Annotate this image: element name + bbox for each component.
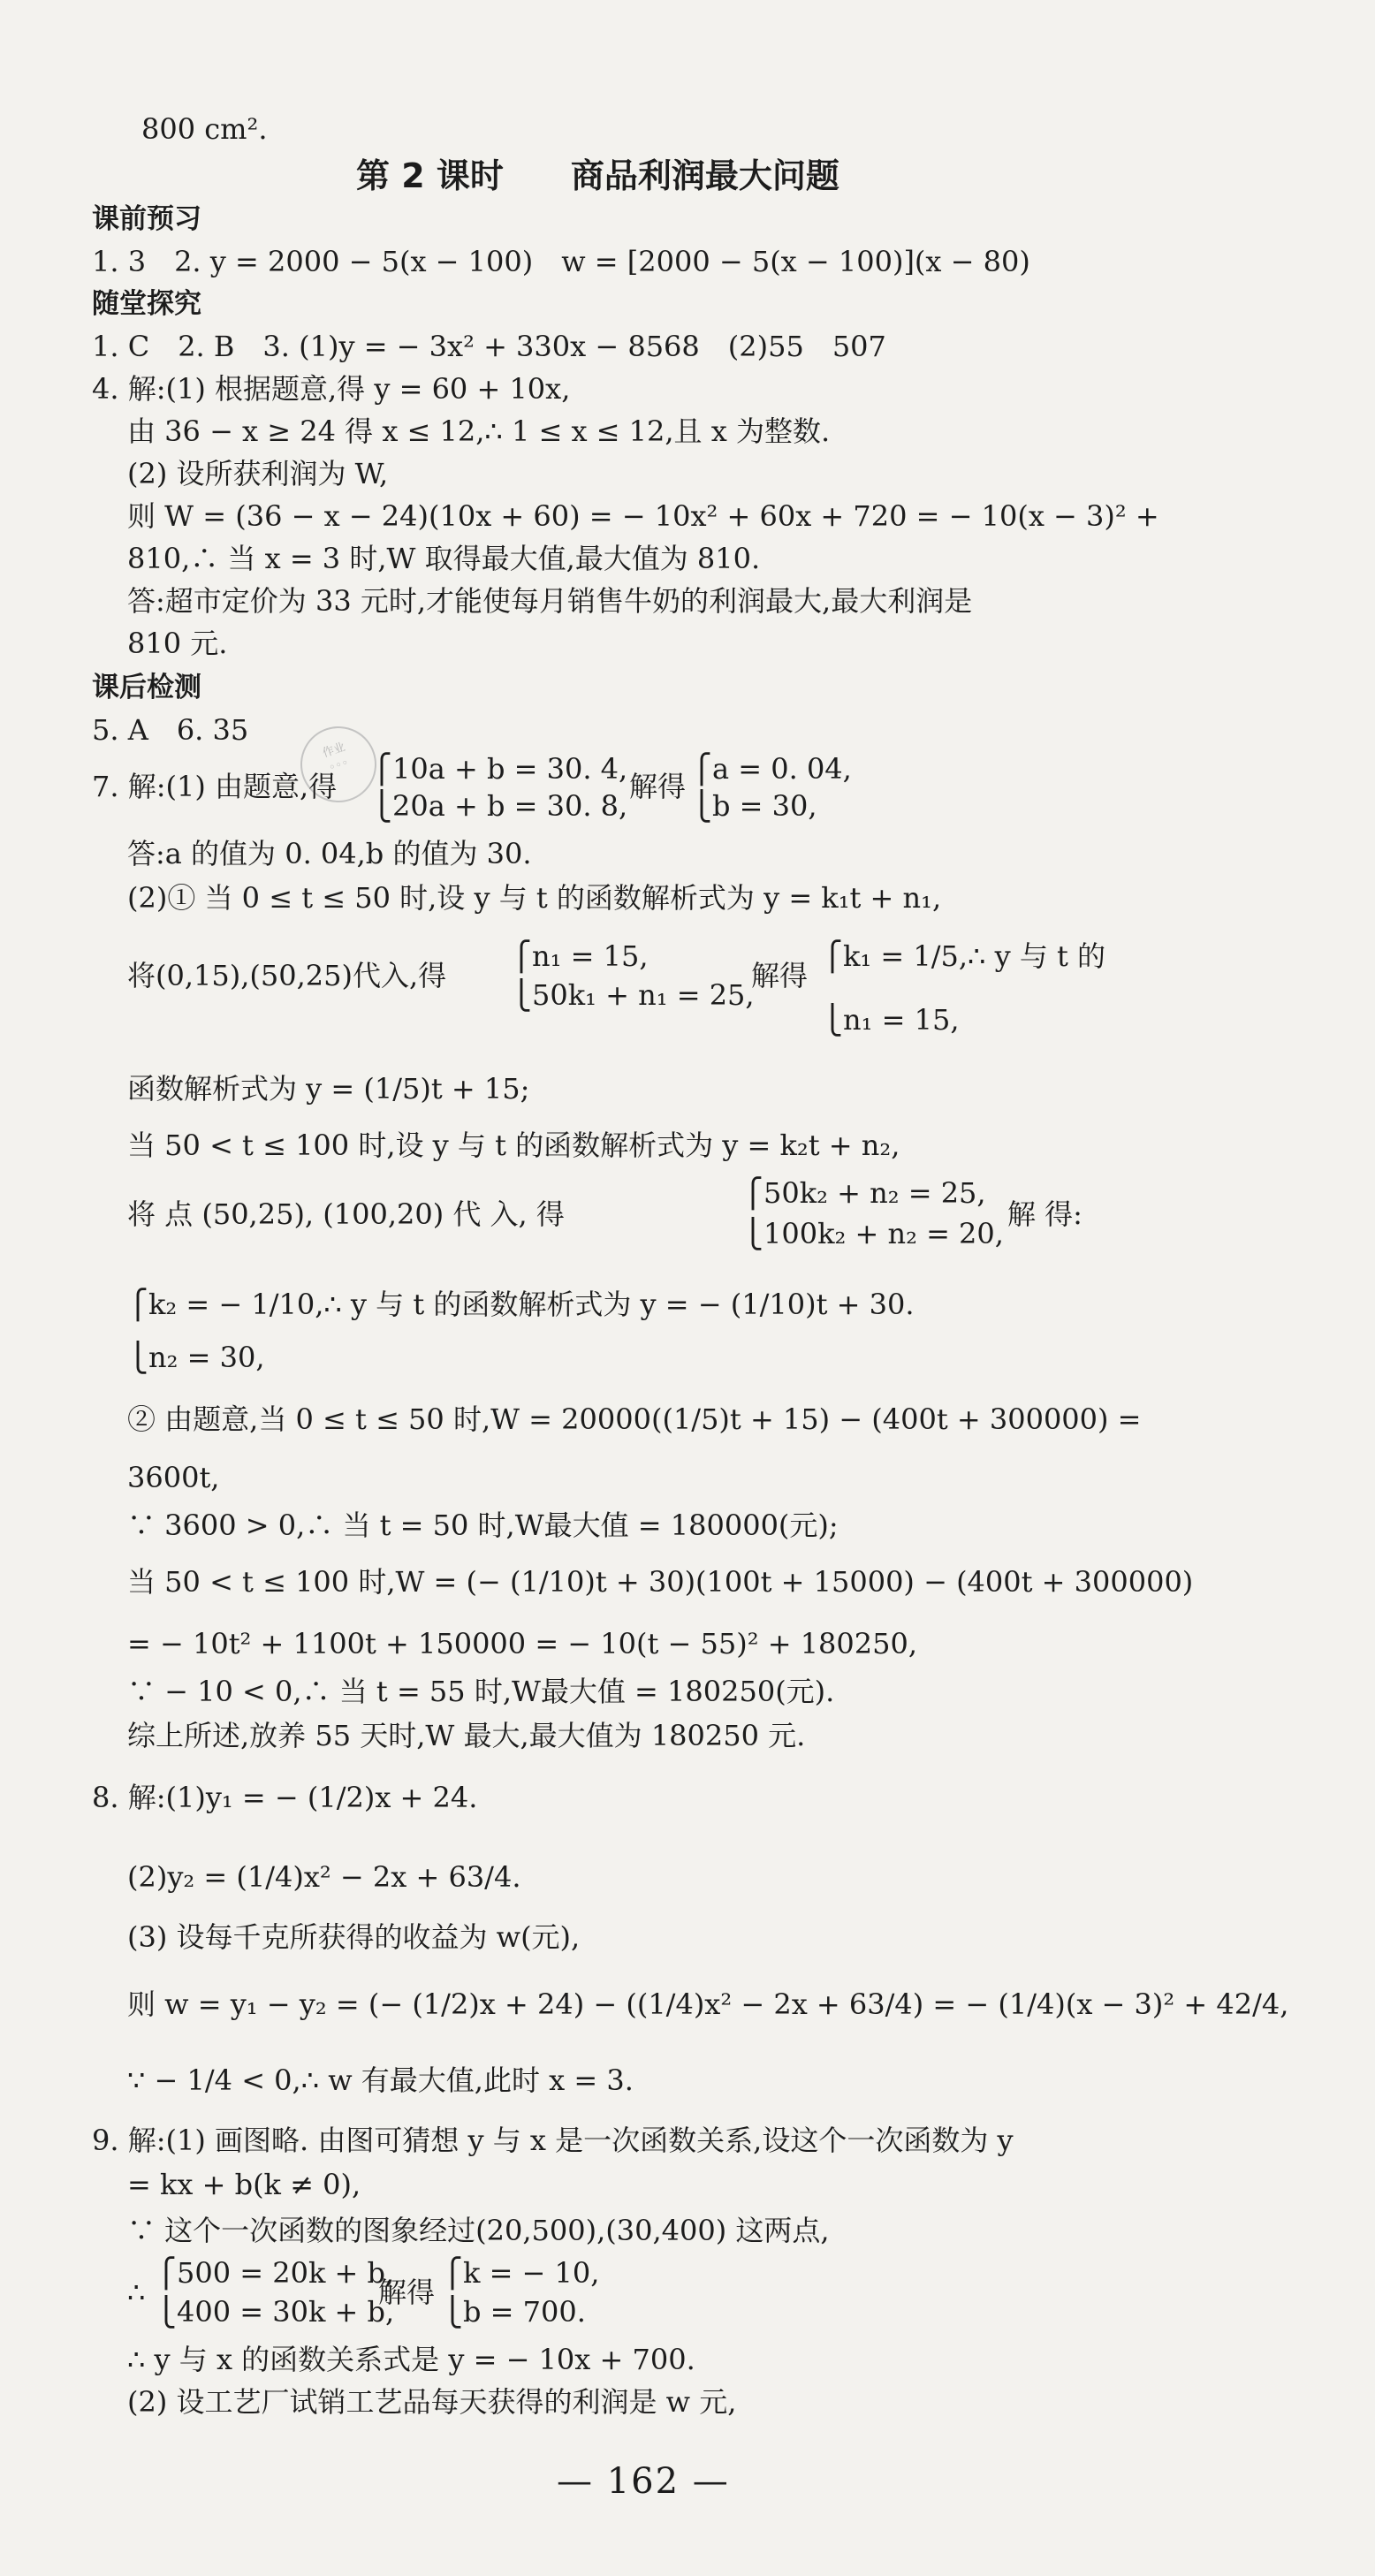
answer-line: ∴ [127,2276,146,2309]
answer-line: ∴ y 与 x 的函数关系式是 y = − 10x + 700. [127,2343,695,2376]
equation-system: ⎧k = − 10, [442,2256,600,2290]
answer-line: 4. 解:(1) 根据题意,得 y = 60 + 10x, [92,372,571,406]
answer-line: 解得 [378,2276,436,2309]
equation-system: ⎩20a + b = 30. 8, [371,789,628,823]
answer-line: = kx + b(k ≠ 0), [127,2168,361,2201]
equation-system: ⎧10a + b = 30. 4, [371,752,628,786]
equation-system: ⎧50k₂ + n₂ = 25, [742,1176,986,1210]
page-title: 第 2 课时 商品利润最大问题 [356,156,839,195]
answer-line: 解得 [751,959,809,992]
answer-line: 7. 解:(1) 由题意,得 [92,770,338,803]
answer-line: 810 元. [127,627,228,660]
answer-line: ∵ − 10 < 0,∴ 当 t = 55 时,W最大值 = 180250(元). [127,1675,835,1708]
answer-line: = − 10t² + 1100t + 150000 = − 10(t − 55)² + 180250, [127,1627,918,1660]
section-explore: 随堂探究 [92,288,201,320]
answer-line: 810,∴ 当 x = 3 时,W 取得最大值,最大值为 810. [127,542,761,575]
answer-line: 当 50 < t ≤ 100 时,W = (− (1/10)t + 30)(100t + 15000) − (400t + 300000) [127,1565,1194,1599]
equation-system: ⎩b = 30, [691,789,817,823]
answer-line: 由 36 − x ≥ 24 得 x ≤ 12,∴ 1 ≤ x ≤ 12,且 x 为整数. [127,414,831,448]
equation-system: ⎩b = 700. [442,2295,586,2329]
equation-system: ⎧a = 0. 04, [691,752,852,786]
answer-line: (3) 设每千克所获得的收益为 w(元), [127,1920,581,1954]
answer-line: 解 得: [1007,1197,1083,1231]
equation-system: ⎧k₁ = 1/5,∴ y 与 t 的 [822,939,1106,973]
equation-system: ⎩400 = 30k + b, [156,2295,395,2329]
answer-line: ② 由题意,当 0 ≤ t ≤ 50 时,W = 20000((1/5)t + 15) − (400t + 300000) = [127,1402,1142,1436]
section-preview: 课前预习 [92,203,201,235]
answer-line: 3600t, [127,1461,220,1494]
answer-line: (2)① 当 0 ≤ t ≤ 50 时,设 y 与 t 的函数解析式为 y = k₁t + n₁, [127,881,942,915]
answer-line: 5. A 6. 35 [92,713,249,747]
answer-line: 综上所述,放养 55 天时,W 最大,最大值为 180250 元. [127,1719,806,1752]
answer-line: ∵ 3600 > 0,∴ 当 t = 50 时,W最大值 = 180000(元); [127,1508,839,1542]
answer-line: 将(0,15),(50,25)代入,得 [127,959,447,992]
answer-line: ∵ 这个一次函数的图象经过(20,500),(30,400) 这两点, [127,2214,830,2247]
answer-line: (2)y₂ = (1/4)x² − 2x + 63/4. [127,1860,521,1894]
top-line: 800 cm². [141,112,268,146]
equation-system: ⎧k₂ = − 1/10,∴ y 与 t 的函数解析式为 y = − (1/10)t + 30. [127,1288,915,1321]
answer-line: 1. 3 2. y = 2000 − 5(x − 100) w = [2000 − 5(x − 100)](x − 80) [92,245,1030,278]
answer-line: 则 w = y₁ − y₂ = (− (1/2)x + 24) − ((1/4)x² − 2x + 63/4) = − (1/4)(x − 3)² + 42/4, [127,1987,1289,2021]
equation-system: ⎩n₁ = 15, [822,1003,960,1037]
answer-line: (2) 设工艺厂试销工艺品每天获得的利润是 w 元, [127,2385,737,2419]
answer-line: (2) 设所获利润为 W, [127,457,389,490]
answer-line: 9. 解:(1) 画图略. 由图可猜想 y 与 x 是一次函数关系,设这个一次函数为 y [92,2124,1014,2157]
section-after: 课后检测 [92,672,201,703]
answer-line: 将 点 (50,25), (100,20) 代 入, 得 [127,1197,565,1231]
equation-system: ⎧500 = 20k + b, [156,2256,395,2290]
equation-system: ⎩n₂ = 30, [127,1341,265,1374]
answer-line: 则 W = (36 − x − 24)(10x + 60) = − 10x² + 60x + 720 = − 10(x − 3)² + [127,499,1159,533]
watermark-stamp: 作业 ◦◦◦ [291,717,386,812]
answer-line: 8. 解:(1)y₁ = − (1/2)x + 24. [92,1781,478,1814]
answer-line: 函数解析式为 y = (1/5)t + 15; [127,1072,530,1106]
answer-line: 解得 [629,770,687,803]
answer-line: 答:a 的值为 0. 04,b 的值为 30. [127,837,532,870]
page-number: — 162 — [557,2461,730,2502]
equation-system: ⎧n₁ = 15, [511,939,649,973]
equation-system: ⎩100k₂ + n₂ = 20, [742,1217,1004,1250]
answer-line: 当 50 < t ≤ 100 时,设 y 与 t 的函数解析式为 y = k₂t + n₂, [127,1128,900,1162]
answer-line: 答:超市定价为 33 元时,才能使每月销售牛奶的利润最大,最大利润是 [127,584,973,618]
equation-system: ⎩50k₁ + n₁ = 25, [511,978,755,1012]
answer-line: 1. C 2. B 3. (1)y = − 3x² + 330x − 8568 (2)55 507 [92,330,886,363]
answer-line: ∵ − 1/4 < 0,∴ w 有最大值,此时 x = 3. [127,2063,634,2097]
